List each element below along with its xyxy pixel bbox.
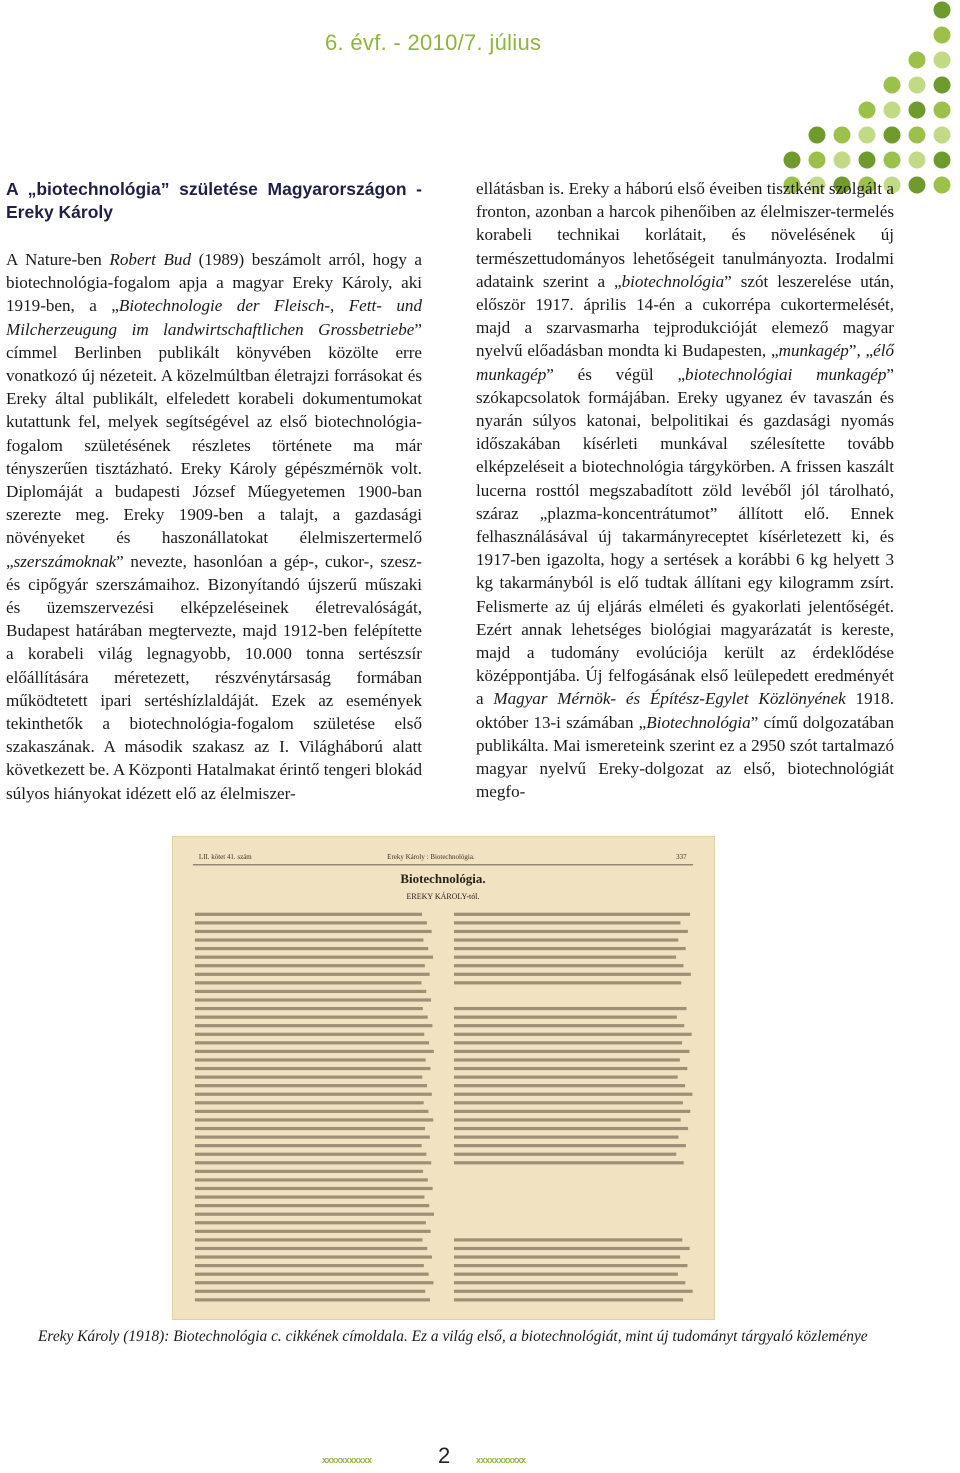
article-right-column — [476, 177, 894, 803]
facsimile-text-line — [195, 981, 422, 984]
footer-ornament-right: xxxxxxxxxxx — [476, 1455, 526, 1465]
decorative-dot — [884, 77, 901, 94]
facsimile-running-head-center: Ereky Károly : Biotechnológia. — [387, 852, 475, 861]
decorative-dot — [934, 102, 951, 119]
facsimile-text-line — [195, 1127, 425, 1130]
facsimile-text-line — [454, 981, 681, 984]
facsimile-text-line — [454, 1273, 678, 1276]
facsimile-text-line — [454, 1264, 688, 1267]
facsimile-text-line — [454, 1050, 690, 1053]
decorative-dot — [834, 127, 851, 144]
facsimile-text-line — [454, 1281, 685, 1284]
facsimile-text-line — [195, 1238, 423, 1241]
facsimile-text-line — [195, 1024, 433, 1027]
facsimile-text-line — [195, 1195, 425, 1198]
decorative-dot — [834, 152, 851, 169]
decorative-dot — [884, 127, 901, 144]
decorative-dot — [934, 2, 951, 19]
facsimile-text-line — [195, 1187, 433, 1190]
facsimile-text-line — [195, 930, 432, 933]
facsimile-text-line — [195, 1213, 434, 1216]
facsimile-text-line — [195, 921, 427, 924]
facsimile-text-line — [454, 913, 690, 916]
facsimile-text-line — [454, 973, 691, 976]
facsimile-text-line — [195, 1153, 427, 1156]
facsimile-text-line — [454, 1238, 682, 1241]
decorative-dot — [809, 127, 826, 144]
facsimile-text-line — [195, 1247, 427, 1250]
decorative-dot — [909, 127, 926, 144]
facsimile-text-line — [454, 947, 686, 950]
facsimile-text-line — [454, 1041, 682, 1044]
facsimile-text-line — [454, 1101, 683, 1104]
facsimile-text-line — [454, 1161, 684, 1164]
facsimile-text-line — [454, 956, 676, 959]
decorative-dot — [784, 152, 801, 169]
facsimile-text-line — [454, 930, 688, 933]
decorative-dot — [884, 102, 901, 119]
facsimile-text-line — [195, 1161, 431, 1164]
facsimile-text-line — [195, 956, 433, 959]
facsimile-text-line — [195, 913, 422, 916]
facsimile-text-line — [195, 1093, 432, 1096]
facsimile-text-line — [195, 1290, 425, 1293]
facsimile-text-line — [195, 1135, 430, 1138]
facsimile-text-line — [195, 1033, 424, 1036]
facsimile-text-line — [454, 1033, 692, 1036]
facsimile-text-line — [454, 1290, 693, 1293]
facsimile-text-line — [454, 1255, 680, 1258]
decorative-dot — [934, 177, 951, 194]
facsimile-text-line — [195, 1255, 432, 1258]
decorative-dot — [909, 77, 926, 94]
facsimile-running-head-right: 337 — [676, 852, 687, 861]
facsimile-text-line — [195, 1281, 434, 1284]
facsimile-text-line — [454, 1127, 688, 1130]
facsimile-text-line — [454, 1110, 690, 1113]
facsimile-text-line — [195, 1067, 431, 1070]
facsimile-text-line — [195, 1050, 434, 1053]
facsimile-text-line — [195, 1076, 422, 1079]
facsimile-text-line — [454, 1118, 681, 1121]
facsimile-text-line — [195, 1007, 423, 1010]
article-body-left: A Nature-ben Robert Bud (1989) beszámolt arról, hogy a biotechnológia-fogalom apja a magyar Ereky Károly, aki 1919-ben, a „Biotechnologie der Fleisch-, Fett- und Milcherzeugung im landwirtschaftlichen Grossbetriebe” címmel Berlinben publikált könyvében közölte erre vonatkozó új nézeteit. A közelmúltban életrajzi forrásokat és Ereky által publikált, elfeledett korabeli dokumentumokat kutattunk fel, melyek segítségével az első biotechnológia-fogalom születésének részletes története ma már tényszerűen tisztázható. Ereky Károly gépészmérnök volt. Diplomáját a budapesti József Műegyetemen 1900-ban szerezte meg. Ereky 1909-ben a talajt, a gazdasági növényeket és haszonállatokat élelmiszertermelő „szerszámoknak” nevezte, hasonlóan a gép-, cukor-, szesz- és cipőgyár szerszámaihoz. Bizonyítandó újszerű műszaki és üzemszervezési elképzeléseinek életrevalóságát, Budapest határában megtervezte, majd 1912-ben felépítette a korabeli világ legnagyobb, 10.000 tonna sertészsír előállítására méretezett, részvénytársaság formában működtetett ipari sertéshízlaldáját. Ezek az események tekinthetők a biotechnológia-fogalom születése első szakaszának. A második szakasz az I. Világháború alatt következett be. A Központi Hatalmakat érintő tengeri blokád súlyos hiányokat idézett elő az élelmiszer- — [6, 250, 423, 803]
decorative-dot — [934, 52, 951, 69]
facsimile-text-line — [195, 1204, 429, 1207]
decorative-dot-grid — [780, 0, 960, 200]
article-left-column — [6, 178, 422, 805]
caption-text: Ez a világ első, a biotechnológiát, mint új tudományt tárgyaló közleménye — [407, 1328, 868, 1345]
facsimile-text-line — [195, 973, 430, 976]
facsimile-text-line — [454, 1153, 676, 1156]
facsimile-text-line — [454, 1058, 680, 1061]
facsimile-text-line — [195, 998, 431, 1001]
facsimile-text-line — [195, 1101, 424, 1104]
facsimile-text-line — [454, 1093, 693, 1096]
facsimile-text-line — [195, 1221, 426, 1224]
facsimile-text-line — [195, 990, 426, 993]
facsimile-title: Biotechnológia. — [400, 870, 486, 886]
page-number: 2 — [438, 1443, 451, 1468]
facsimile-text-line — [195, 1144, 422, 1147]
facsimile-running-head-left: LII. kötet 41. szám — [198, 852, 252, 861]
decorative-dot — [909, 102, 926, 119]
facsimile-image — [172, 836, 715, 1320]
facsimile-text-line — [195, 1016, 428, 1019]
decorative-dot — [909, 177, 926, 194]
figure-caption — [38, 1328, 938, 1346]
facsimile-text-line — [195, 947, 428, 950]
decorative-dot — [909, 152, 926, 169]
facsimile-text-line — [195, 964, 425, 967]
facsimile-text-line — [195, 1110, 429, 1113]
facsimile-text-line — [195, 1178, 428, 1181]
facsimile-text-line — [454, 1144, 686, 1147]
facsimile-text-line — [454, 1067, 687, 1070]
footer-ornament-left: xxxxxxxxxxx — [322, 1455, 372, 1465]
facsimile-text-line — [454, 964, 684, 967]
facsimile-text-line — [454, 1135, 679, 1138]
decorative-dot — [884, 152, 901, 169]
decorative-dot — [934, 127, 951, 144]
decorative-dot — [859, 152, 876, 169]
facsimile-text-line — [195, 1264, 424, 1267]
facsimile-text-line — [454, 921, 681, 924]
facsimile-text-line — [195, 1058, 426, 1061]
article-title: A „biotechnológia” születése Magyarországon - Ereky Károly — [6, 179, 422, 222]
facsimile-text-line — [195, 1170, 423, 1173]
decorative-dot — [909, 52, 926, 69]
facsimile-text-line — [454, 1084, 685, 1087]
decorative-dot — [934, 152, 951, 169]
decorative-dot — [934, 27, 951, 44]
facsimile-text-line — [195, 938, 424, 941]
decorative-dot — [859, 127, 876, 144]
facsimile-text-line — [195, 1041, 429, 1044]
facsimile-text-line — [195, 1298, 430, 1301]
facsimile-text-line — [195, 1273, 429, 1276]
facsimile-text-line — [454, 938, 678, 941]
facsimile-text-line — [454, 1007, 687, 1010]
facsimile-text-line — [195, 1118, 433, 1121]
decorative-dot — [809, 152, 826, 169]
facsimile-text-line — [195, 1230, 431, 1233]
facsimile-scan — [173, 837, 714, 1319]
facsimile-author: EREKY KÁROLY-tól. — [406, 891, 480, 901]
facsimile-text-line — [454, 1016, 677, 1019]
article-body-right: ellátásban is. Ereky a háború első éveiben tisztként szolgált a fronton, azonban a harcok pihenőiben az élelmiszer-termelés korabeli technikai korlátait, és növelésének új természettudományos lehetőségeit tanulmányozta. Irodalmi adataink szerint a „biotechnológia” szót leszerelése után, először 1917. április 14-én a cukorrépa cukortermelését, majd a szarvasmarha tejprodukcióját elemező magyar nyelvű előadásban mondta ki Budapesten, „munkagép”, „élő munkagép” és végül „biotechnológiai munkagép” szókapcsolatok formájában. Ereky ugyanez év tavaszán és nyarán súlyos katonai, belpolitikai és gazdasági nyomás időszakában kísérleti munkával szélesítette tovább elképzeléseit a biotechnológia tárgykörben. A frissen kaszált lucerna rosttól megszabadított zöld levéből jól tárolható, száraz „plazma-koncentrátumot” állított elő. Ennek felhasználásával új takarmányreceptet kísérletezett ki, és 1917-ben igazolta, hogy a sertések a korábbi 6 kg helyett 3 kg takarmányból is elő tudtak állítani egy kilogramm zsírt. Felismerte az új eljárás elméleti és gyakorlati jelentőségét. Ezért annak lehetséges biológiai magyarázatát is kereste, majd a tudomány evolúciója került az érdeklődése középpontjába. Új felfogásának első leülepedett eredményét a Magyar Mérnök- és Építész-Egylet Közlönyének 1918. október 13-i számában „Biotechnológia” című dolgozatában publikálta. Mai ismereteink szerint ez a 2950 szót tartalmazó magyar nyelvű Ereky-dolgozat az első, biotechnológiát megfo- — [476, 179, 895, 802]
facsimile-text-line — [195, 1084, 427, 1087]
decorative-dot — [934, 77, 951, 94]
facsimile-text-line — [454, 1076, 678, 1079]
caption-citation: Ereky Károly (1918): Biotechnológia c. cikkének címoldala. — [38, 1328, 408, 1345]
facsimile-text-line — [454, 1298, 683, 1301]
facsimile-text-line — [454, 1247, 690, 1250]
decorative-dot — [859, 102, 876, 119]
facsimile-text-line — [454, 1024, 684, 1027]
issue-header: 6. évf. - 2010/7. július — [325, 30, 542, 55]
